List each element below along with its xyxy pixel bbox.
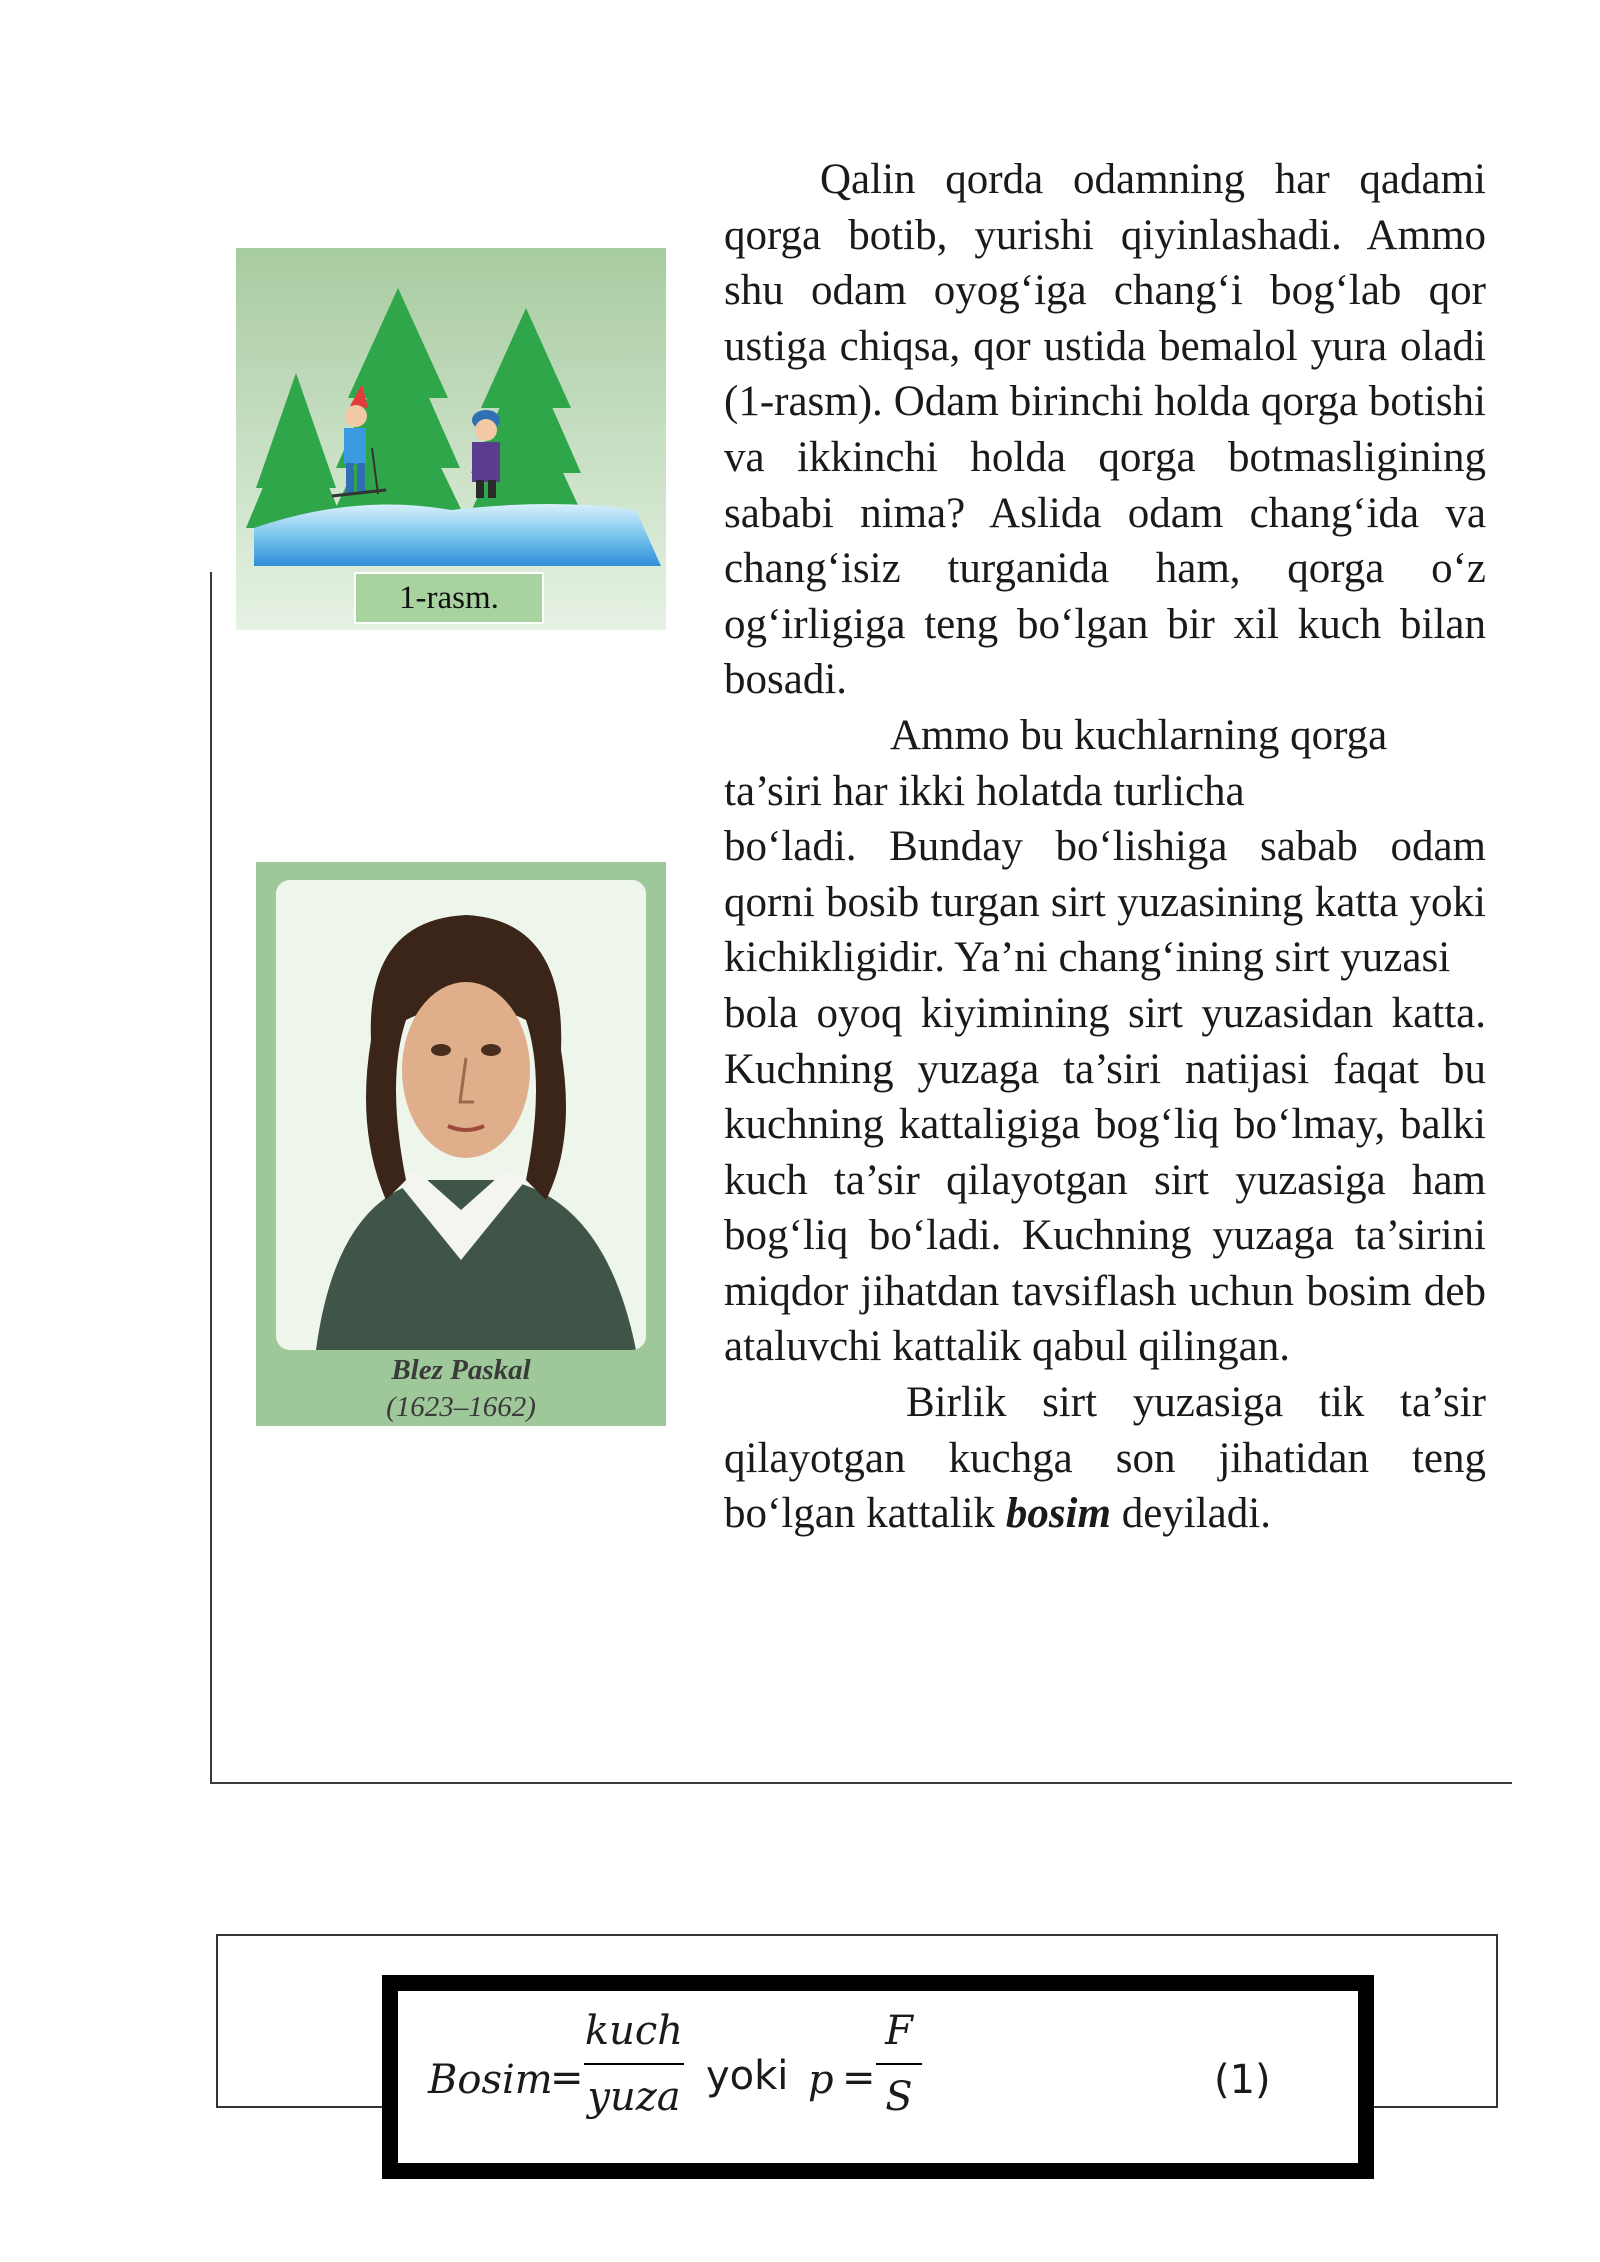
formula-outer-frame-bottom-right [1372, 2106, 1498, 2108]
pascal-portrait-drawing [276, 880, 646, 1350]
formula-lhs: Bosim [428, 2057, 553, 2103]
paragraph-2-start: Ammo bu kuchlarning qorga ta’siri har ikki holatda turlicha [724, 711, 1388, 815]
formula-outer-frame-bottom-left [216, 2106, 384, 2108]
formula-equals-2: = [842, 2055, 876, 2101]
paragraph-1: Qalin qorda odamning har qadami qorga botib, yurishi qiyinlashadi. Ammo shu odam oyog‘iga chang‘i bog‘lab qor ustiga chiqsa, qor ustida bemalol yura oladi (1-rasm). Odam birinchi holda qorga botishi va ikkinchi holda qorga botmasligining sababi nima? Aslida odam chang‘ida va chang‘isiz turganida ham, qorga o‘z og‘irligiga teng bo‘lgan bir xil kuch bilan bosadi. [724, 156, 1486, 704]
fraction-kuch-yuza [584, 2001, 684, 2127]
frame-left-line [210, 572, 212, 1784]
fraction-f: F [885, 2008, 913, 2054]
formula-equals-1: = [550, 2055, 584, 2101]
paragraph-3 [724, 1375, 1486, 1542]
main-text [724, 152, 1486, 1542]
portrait-image [276, 880, 646, 1350]
pressure-formula-box [382, 1975, 1374, 2179]
formula-yoki: yoki [706, 2053, 789, 2099]
figure-1-caption: 1-rasm. [354, 572, 544, 624]
portrait-name: Blez Paskal [391, 1354, 531, 1386]
fraction-bar [584, 2063, 684, 2065]
term-bosim: bosim [1005, 1490, 1111, 1538]
frame-bottom-line [210, 1782, 1512, 1784]
paragraph-2-end: bola oyoq kiyimining sirt yuzasidan katta. Kuchning yuzaga ta’siri natijasi faqat bu kuchning kattaligiga bog‘liq bo‘lmay, balki kuch ta’sir qilayotgan sirt yuzasiga ham bog‘liq bo‘ladi. Kuchning yuzaga ta’sirini miqdor jihatdan tavsiflash uchun bosim deb ataluvchi kattalik qabul qilingan. [724, 989, 1486, 1371]
fraction-denominator: yuza [587, 2074, 681, 2120]
paragraph-3-text: Birlik sirt yuzasiga tik ta’sir qilayotgan kuchga son jihatidan teng bo‘lgan kattalik [724, 1379, 1486, 1538]
figure-1 [236, 248, 666, 630]
fraction-f-s [876, 2001, 922, 2127]
paragraph-2-middle: bo‘ladi. Bunday bo‘lishiga sabab odam qorni bosib turgan sirt yuzasining katta yoki kichikligidir. Ya’ni chang‘ining sirt yuzasi [724, 823, 1486, 982]
formula-number: (1) [1214, 2057, 1271, 2103]
fraction-s: S [885, 2074, 913, 2120]
fraction-numerator: kuch [584, 2008, 684, 2054]
pascal-portrait [256, 862, 666, 1426]
fraction-bar-2 [876, 2063, 922, 2065]
paragraph-3-end: deyiladi. [1110, 1490, 1271, 1538]
formula-p: p [808, 2057, 834, 2103]
portrait-dates: (1623–1662) [386, 1391, 536, 1423]
